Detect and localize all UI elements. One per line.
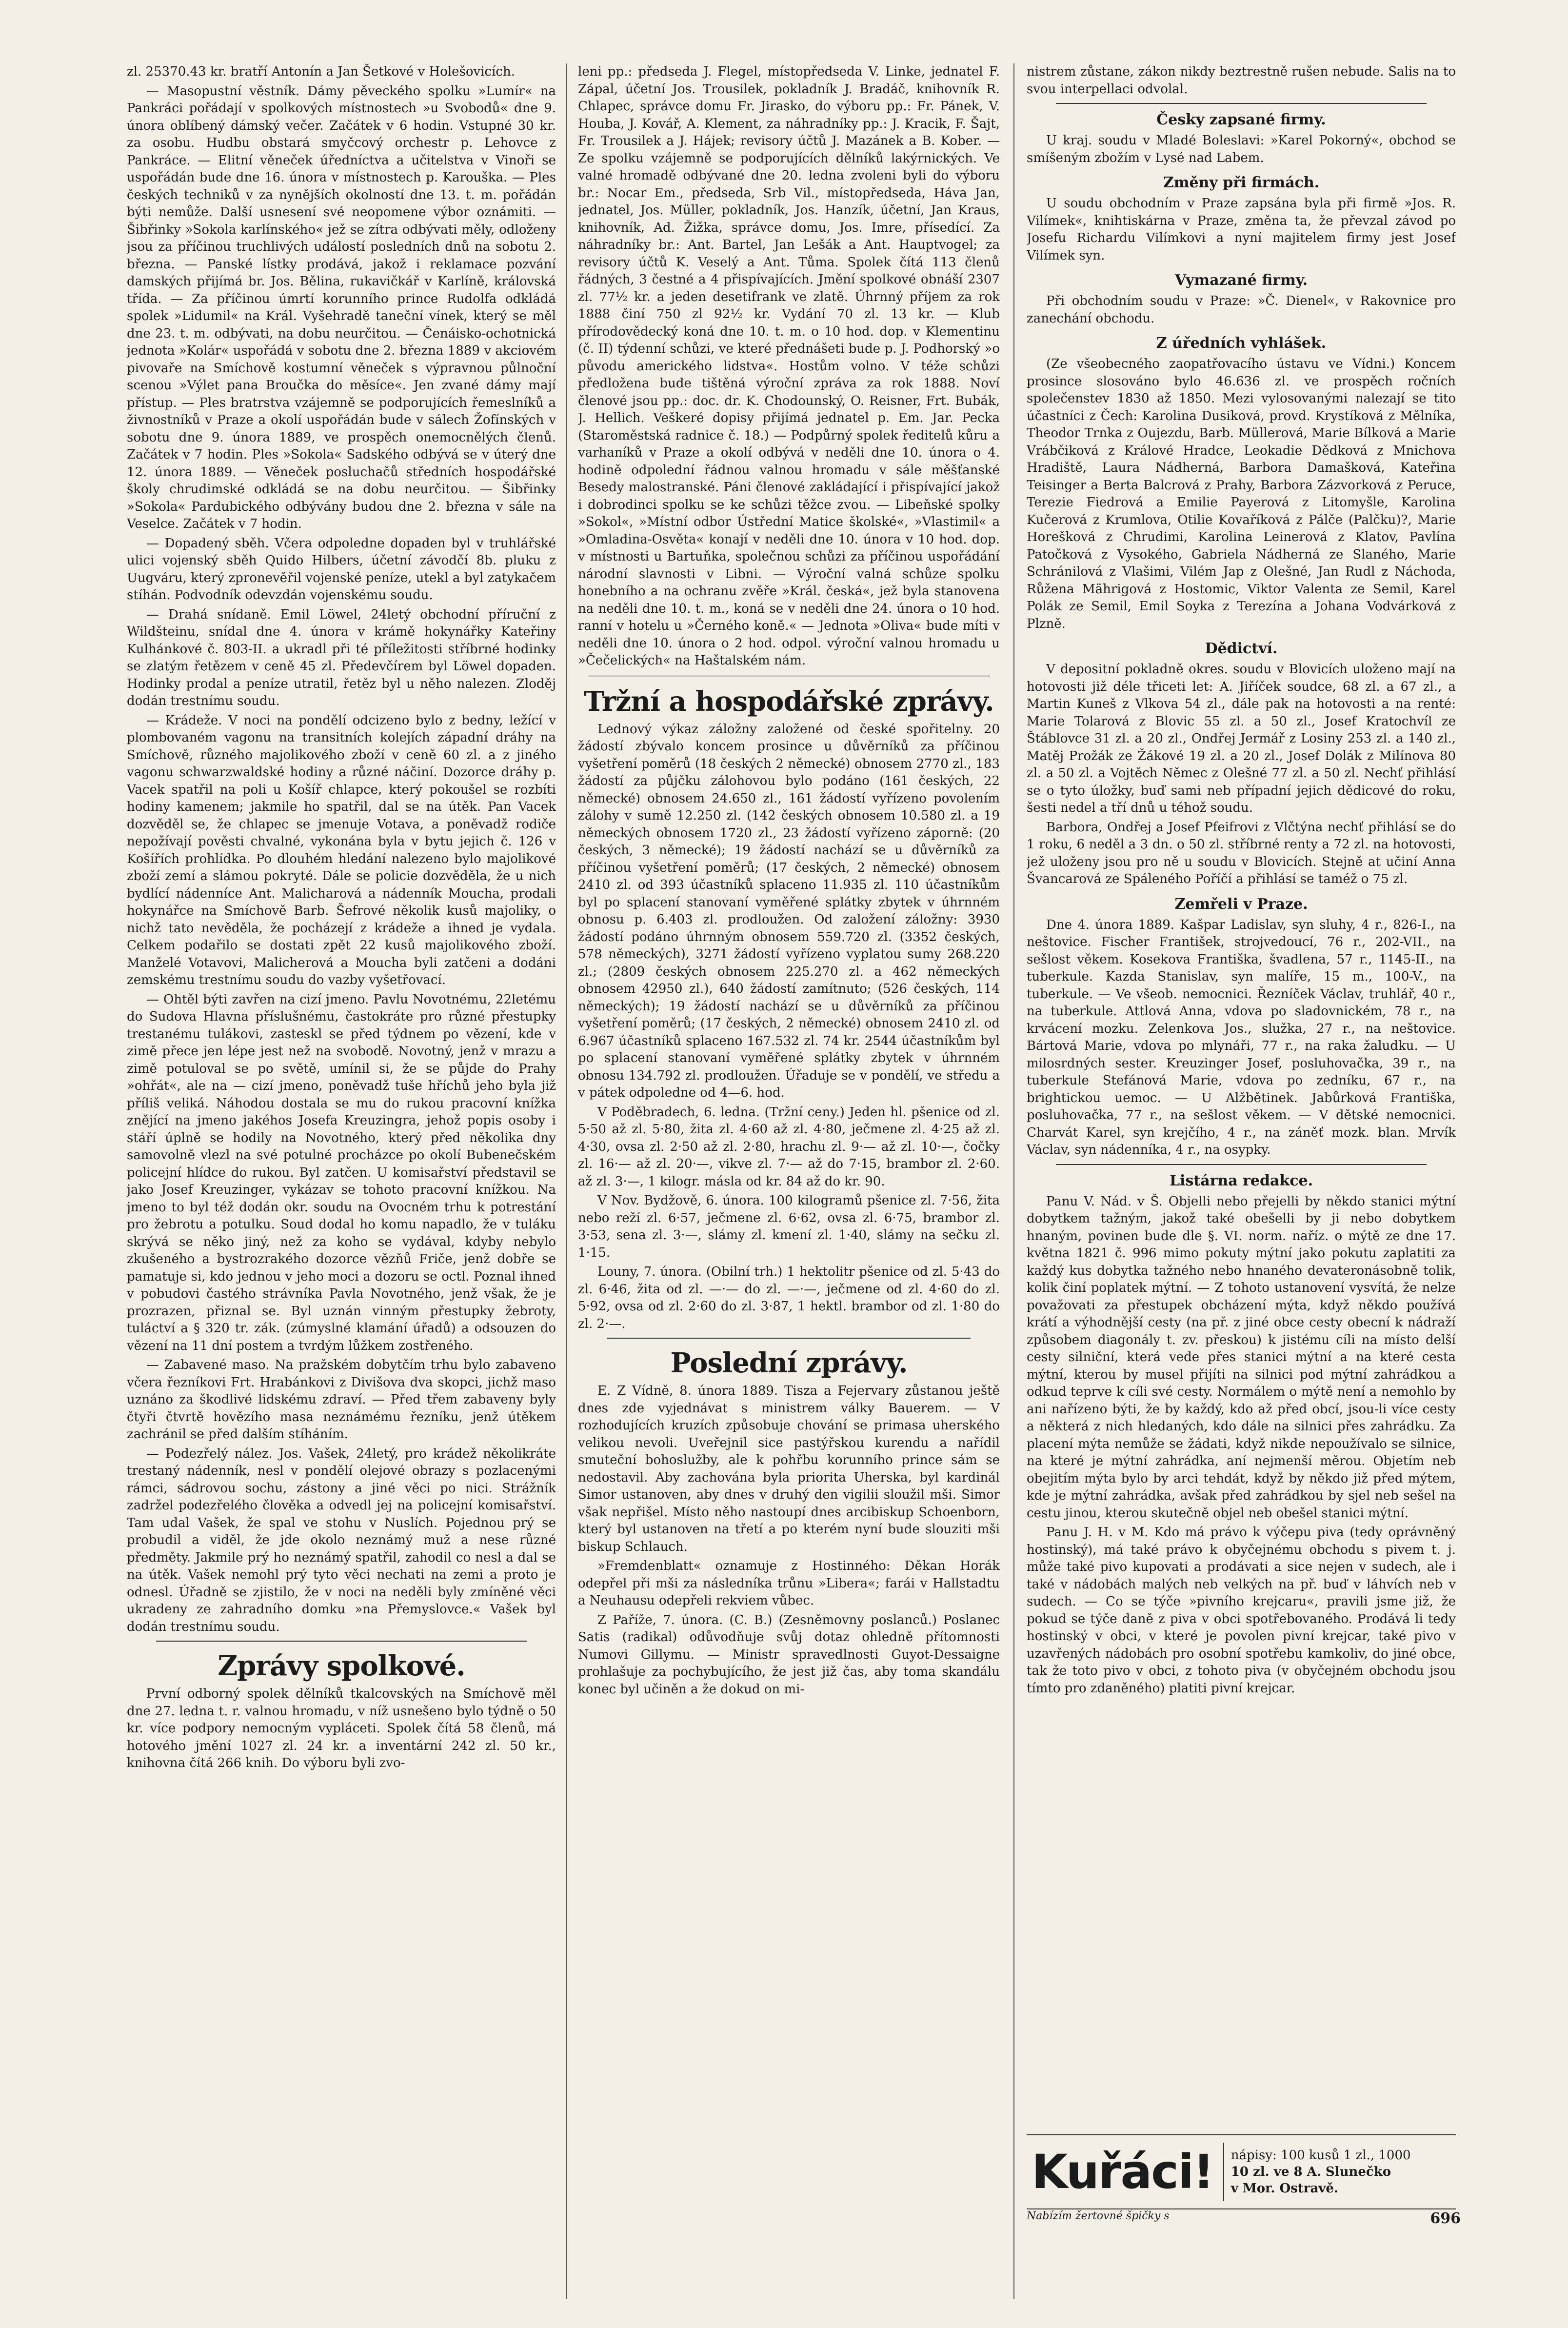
column-1: [127, 63, 556, 2299]
ad-line: 10 zl. ve 8 A. Slunečko: [1231, 2165, 1391, 2179]
article-text: E. Z Vídně, 8. února 1889. Tisza a Fejervary zůstanou ještě dnes zde vyjednávat s ministrem války Bauerem. — V rozhodujících kruzích způsobuje chování se primasa uherského velikou nevoli. Uveřejnil sice pastýřskou kurendu a nařídil smuteční bohoslužby, ale k pohřbu korunního prince sám se nedostavil. Aby zachována byla priorita Uherska, byl kardinál Simor ustanoven, aby dnes v druhý den vigilii sloužil mši. Simor však nepřišel. Místo něho nastoupí dnes arcibiskup Schoenborn, který byl ustanoven na třetí a po kterém nyní bude slouziti mši biskup Schlauch.: [578, 1384, 1000, 1554]
ad-line: v Mor. Ostravě.: [1231, 2181, 1339, 2196]
article-text: Barbora, Ondřej a Josef Pfeifrovi z Vlčtýna nechť přihlásí se do 1 roku, 6 neděl a 3 dn. o 50 zl. stříbrné renty a 72 zl. na hotovosti, jež uloženy jsou pro ně u soudu v Blovicích. Stejně at učiní Anna Švancarová ze Spáleného Poříčí a přihlásí se taméž o 75 zl.: [1027, 820, 1456, 886]
divider: [588, 676, 990, 677]
section-heading: Tržní a hospodářské zprávy.: [584, 685, 994, 718]
article-text: Panu J. H. v M. Kdo má právo k výčepu piva (tedy oprávněný hostinský), má také právo k obyčejnému obchodu s pivem t. j. může také pivo kupovati a prodávati a sice nejen v sudech, ale i také v nádobách malých neb velkých na př. buď v láhvích neb v sudech. — Co se týče »pivního krejcaru«, pravili jsme již, že pokud se týče daně z piva v obci spotřebovaného. Prodává li tedy hostinský v obci, v které je povolen pivní krejcar, také pivo v uzavřených nádobách pro osobní spotřebu kamkoliv, do jiné obce, tak že toto pivo v obci, z tohoto piva (v obyčejném obchodu jsou tímto pro zdaněného) platiti pivní krejcar.: [1027, 1525, 1456, 1696]
article-text: — Masopustní věstník. Dámy pěveckého spolku »Lumír« na Pankráci pořádají v spolkových místnostech »u Svobodů« dne 9. února oblíbený dámský večer. Začátek v 6 hodin. Vstupné 30 kr. za osobu. Hudbu obstará smyčcový orchestr p. Lehovce z Pankráce. — Elitní věneček úředníctva a učitelstva v Vinoři se uspořádán bude dne 16. února v místnostech p. Karouška. — Ples českých techniků v za nynějších okolností dne 13. t. m. pořádán býti nemůže. Další usnesení své neopomene výbor oznámiti. — Šibřinky »Sokola karlínského« jež se zítra odbývati měly, odloženy jsou za příčinou truchlivých událostí posledních dnů na sobotu 2. března. — Panské lístky prodává, jakož i reklamace pozvání damských přijímá br. Jos. Bělina, rukavičkář v Karlíně, královská třída. — Za příčinou úmrtí korunního prince Rudolfa odkládá spolek »Lidumil« na Král. Vyšehradě taneční vínek, který se měl dne 23. t. m. odbývati, na dobu neurčitou. — Čenáisko-ochotnická jednota »Kolár« uspořádá v sobotu dne 2. března 1889 v akciovém pivovaře na Smíchově kostumní věneček s výpravnou půlnoční scenou »Výlet pana Broučka do měsíce«. Jen zvané dámy mají přístup. — Ples bratrstva vzájemně se podporujících řemeslníků a živnostníků v Praze a okolí uspořádán bude v sálech Žofínských v sobotu dne 9. února 1889, ve prospěch onemocnělých členů. Začátek v 7 hodin. Ples »Sokola« Sadského odbývá se v úterý dne 12. února 1889. — Věneček posluchačů středních hospodářské školy chrudimské odkládá se na dobu neurčitou. — Šibřinky »Sokola« Pardubického odbývány budou dne 2. března v sále na Veselce. Začátek v 7 hodin.: [127, 83, 556, 531]
article-text: První odborný spolek dělníků tkalcovských na Smíchově měl dne 27. ledna t. r. valnou hromadu, v níž usnešeno bylo týdně o 50 kr. více podpory nemocným vypláceti. Spolek čítá 58 členů, má hotového jmění 1027 zl. 24 kr. a inventární 242 zl. 50 kr., knihovna čítá 266 knih. Do výboru byli zvo-: [127, 1686, 556, 1770]
column-3: [1027, 63, 1456, 2128]
divider: [1056, 1164, 1427, 1165]
article-text: — Dopadený sběh. Včera odpoledne dopaden byl v truhlářské ulici vojenský sběh Quido Hilbers, účetní závodčí 8b. pluku z Uugváru, který zpronevěřil vojenské peníze, utekl a byl zatykačem stíhán. Podvodník odevzdán vojenskému soudu.: [127, 536, 556, 602]
article-text: — Zabavené maso. Na pražském dobytčím trhu bylo zabaveno včera řezníkovi Frt. Hrabánkovi z Divišova dva skopci, jichž maso uznáno za škodlivé lidskému zdraví. — Před třem zabaveny byly čtyři čtvrtě hovězího masa neznámému řezníku, jenž útěkem zachránil se před dalším stíháním.: [127, 1358, 556, 1442]
article-text: Dne 4. února 1889. Kašpar Ladislav, syn sluhy, 4 r., 826-I., na neštovice. Fischer František, strojvedoucí, 76 r., 202-VII., na sešlost věkem. Kosekova Františka, švadlena, 57 r., 1145-II., na tuberkule. Kazda Stanislav, syn malíře, 15 m., 100-V., na tuberkule. — Ve všeob. nemocnici. Řezníček Václav, truhlář, 40 r., na tuberkule. Attlová Anna, vdova po sladovnickém, 78 r., na krvácení mozku. Zelenkova Jos., služka, 27 r., na neštovice. Bártová Marie, vdova po mlynáři, 77 r., na raka žaludku. — U milosrdných sester. Kreuzinger Josef, posluhovačka, 39 r., na tuberkule Stefánová Marie, vdova po zedníku, 67 r., na brightickou uemoc. — U Alžbětinek. Jabůrková Františka, posluhovačka, 77 r., na sešlost věkem. — V dětské nemocnici. Charvát Karel, syn krejčího, 4 r., na záněť mozk. blan. Mrvík Václav, syn nádenníka, 4 r., na osypky.: [1027, 917, 1456, 1157]
divider: [607, 1338, 971, 1339]
section-heading: Vymazané firmy.: [1174, 272, 1308, 289]
article-text: V Poděbradech, 6. ledna. (Tržní ceny.) Jeden hl. pšenice od zl. 5·50 až zl. 5·80, žita zl. 4·60 až zl. 4·80, ječmene zl. 4·25 až zl. 4·30, ovsa zl. 2·50 až zl. 2·80, hrachu zl. 9·— až zl. 10·—, čočky zl. 16·— až zl. 20·—, vikve zl. 7·— až do 7·15, brambor zl. 2·60. až zl. 3·—, 1 kilogr. másla od kr. 84 až do kr. 90.: [578, 1104, 1000, 1189]
article-text: V Nov. Bydžově, 6. února. 100 kilogramů pšenice zl. 7·56, žita nebo reží zl. 6·57, ječmene zl. 6·62, ovsa zl. 6·75, brambor zl. 3·53, sena zl. 3·—, slámy zl. kmení zl. 1·40, slámy na sečku zl. 1·15.: [578, 1193, 1000, 1260]
ad-text: [1224, 2147, 1411, 2197]
column-2: [578, 63, 1000, 2299]
advertisement: [1027, 2134, 1456, 2209]
section-heading: Poslední zprávy.: [670, 1347, 908, 1379]
article-text: Lednový výkaz záložny založené od české spořitelny. 20 žádostí zbývalo koncem prosince u důvěrníků za příčinou vyšetření poměrů (18 českých 2 německé) obnosem 2770 zl., 183 žádostí za půjčku zálohovou bylo podáno (161 českých, 22 německé) obnosem 24.650 zl., 161 žádostí vyřízeno povolením zálohy v sumě 12.250 zl. (142 českých obnosem 10.580 zl. a 19 německých obnosem 1720 zl., 23 žádostí vyřízeno záporně: (20 českých, 3 německé); 19 žádostí nachází se u důvěrníků za příčinou vyšetření poměrů; (17 českých, 2 německé) obnosem 2410 zl. od 393 účastníků splaceno 11.935 zl. 110 účastníkům byl po splacení stanovaní vyměřené splátky zbytek v úhrnném obnosu p. 6.403 zl. prodloužen. Od založení záložny: 3930 žádostí podáno úhrnným obnosem 559.720 zl. (3352 českých, 578 německých), 3271 žádostí vyřízeno vyplatou sumy 268.220 zl.; (2809 českých obnosem 225.270 zl. a 462 německých obnosem 42950 zl.), 640 žádostí zamítnuto; (526 českých, 114 německých); 19 žádostí nachází se u důvěrníků za příčinou vyšetření poměrů; (17 českých, 2 německé) obnosem 2410 zl. od 6.967 účastníků splaceno 167.532 zl. 74 kr. 2544 účastníkům byl po splacení stanovaní vyměřené splátky zbytek v úhrnném obnosu 134.792 zl. prodloužen. Úřaduje se v pondělí, ve středu a v pátek odpoledne od 4—6. hod.: [578, 722, 1000, 1100]
article-text: — Krádeže. V noci na pondělí odcizeno bylo z bedny, ležící v plombovaném vagonu na transitních kolejích západní dráhy na Smíchově, různého majolikového zboží v ceně 60 zl. a z jiného vagonu schwarzwaldské hodiny a různé náčiní. Dozorce dráhy p. Vacek spatřil na poli u Košíř chlapce, který pokoušel se rozbíti hodiny kamenem; jakmile ho spatřil, dal se na útěk. Pan Vacek dozvěděl se, že chlapec se jmenuje Votava, a poněvadž rodiče nepožívají pověsti chvalné, vykonána byla v bytu jejich č. 126 v Košířích prohlídka. Po dlouhém hledání nalezeno bylo majolikové zboží zemí a slámou pokryté. Dále se policie dozvěděla, že u nich bydlící nádenníce Ant. Malicharová a nádenník Moucha, prodali hokynářce na Smíchově Barb. Šefrové několik kusů majoliky, o nichž tato nevěděla, že pocházejí z krádeže a ihned je vydala. Celkem podařilo se dostati zpět 22 kusů majolikového zboží. Manželé Votavovi, Malicherová a Moucha byli zatčeni a dodáni zemskému trestnímu soudu do vazby vyšetřovací.: [127, 713, 556, 987]
article-text: Při obchodním soudu v Praze: »Č. Dienel«, v Rakovnice pro zanechání obchodu.: [1027, 294, 1456, 326]
article-text: (Ze všeobecného zaopatřovacího ústavu ve Vídni.) Koncem prosince slosováno bylo 46.636 zl. ve prospěch ročních společenstev 1830 až 1850. Mezi vylosovanými nalezají se tito účastníci z Čech: Karolina Dusiková, provd. Krystíková z Mělníka, Theodor Trnka z Oujezdu, Barb. Müllerová, Marie Bílková a Marie Vrábčiková z Králové Hradce, Leokadie Dědková z Mnichova Hradiště, Laura Nádherná, Barbora Damašková, Kateřina Teisinger a Berta Balcrová z Prahy, Barbora Zázvorková z Peruce, Terezie Fiedrová a Emilie Payerová z Litomyšle, Karolina Kučerová z Krumlova, Otilie Kovaříková z Pálče (Palčku)?, Marie Horešková z Chrudimi, Karolina Leinerová z Klatov, Pavlína Patočková z Vysokého, Gabriela Nádherná ze Slaného, Marie Schránilová z Vlašimi, Vilém Jap z Olešné, Jan Rudl z Náchoda, Růžena Mährigová z Hostomic, Viktor Valenta ze Semil, Karel Polák ze Semil, Emil Soyka z Terezína a Johana Vodvárková z Plzně.: [1027, 357, 1456, 631]
article-text: — Ohtěl býti zavřen na cizí jmeno. Pavlu Novotnému, 22letému do Sudova Hlavna příslušnému, častokráte pro různé přestupky trestanému tulákovi, zasteskl se před týdnem po vězení, kde v zimě přece jen lépe jest než na svobodě. Novotný, jenž v mrazu a zimě potuloval se po světě, umínil si, že se půjde do Prahy »ohřát«, ale na — cizí jmeno, poněvadž tuše hříchů jeho byla již příliš veliká. Náhodou dostala se mu do rukou pracovní knížka znějící na jmeno jakéhos Josefa Kreuzingra, jehož popis osoby i stáří úplně se hodily na Novotného, který před několika dny samovolně vlezl na své potulné procházce po okolí Bubenečském policejní hlídce do rukou. Byl zatčen. U komisařství představil se jako Josef Kreuzinger, vykázav se tohoto pracovní knížkou. Na jmeno to byl též dodán okr. soudu na Ovocném trhu k potrestání pro žebrotu a potulku. Soud dodal ho komu napadlo, že v tuláku skrývá se něko jiný, než za koho se vydával, kdyby nebylo zkušeného a bystrozrakého dozorce vězňů Friče, jenž dobře se pamatuje si, kdo jednou v jeho moci a dozoru se octl. Poznal ihned v pobudovi častého strávníka Pavla Novotného, jenž však, že je prozrazen, přiznal se. Byl uznán vinným přestupky žebroty, tuláctví a § 320 tr. zák. (zúmyslné klamání úřadů) a odsouzen do vězení na 11 dní postem a tvrdým lůžkem zostřeného.: [127, 992, 556, 1353]
section-heading: Zprávy spolkové.: [218, 1650, 465, 1682]
ad-footnote: Nabízím žertovné špičky s: [1027, 2210, 1170, 2222]
divider: [156, 1641, 527, 1642]
column-rule: [1013, 63, 1014, 2299]
article-text: — Drahá snídaně. Emil Löwel, 24letý obchodní příruční z Wildšteinu, snídal dne 4. února v krámě hokynářky Kateřiny Kulhánkové č. 803-II. a ukradl při té příležitosti stříbrné hodinky se zlatým řetězem v ceně 45 zl. Předevčírem byl Löwel dopaden. Hodinky prodal a peníze utratil, řetěz byl u něho nalezen. Zloděj dodán trestnímu soudu.: [127, 607, 556, 708]
section-heading: Zemřeli v Praze.: [1174, 895, 1308, 913]
article-text: zl. 25370.43 kr. bratří Antonín a Jan Šetkové v Holešovicích.: [127, 64, 515, 79]
article-text: leni pp.: předseda J. Flegel, místopředseda V. Linke, jednatel F. Zápal, účetní Jos. Trousilek, pokladník J. Bradáč, knihovník R. Chlapec, správce domu Fr. Jirasko, do výboru pp.: Fr. Pánek, V. Houba, J. Kovář, A. Klement, za náhradníky pp.: J. Kracik, F. Šajt, Fr. Trousilek a J. Hájek; revisory účtů J. Mazánek a B. Kober. — Ze spolku vzájemně se podporujících dělníků lakýrnických. Ve valné hromadě odbývané dne 20. ledna zvoleni byli do výboru br.: Nocar Em., předseda, Srb Vil., místopředseda, Háva Jan, jednatel, Jos. Müller, pokladník, Jos. Hanzík, účetní, Jan Kraus, knihovník, Ad. Žižka, správce domu, Jos. Imre, přísedící. Za náhradníky br.: Ant. Bartel, Jan Lešák a Ant. Hauptvogel; za revisory účtů K. Veselý a Ant. Tůma. Spolek čítá 113 členů řádných, 3 čestné a 4 přispívajících. Jmění spolkové obnáší 2307 zl. 77½ kr. a jeden desetifrank ve zlatě. Úhrnný příjem za rok 1888 činí 750 zl 92½ kr. Vydání 70 zl. 13 kr. — Klub přírodovědecký koná dne 10. t. m. o 10 hod. dop. v Klementinu (č. II) týdenní schůzi, ve které přednášeti bude p. J. Podhorský »o původu amerického lidstva«. Hostům volno. V téže schůzi předložena bude tištěná výroční zpráva za rok 1888. Noví členové jsou pp.: doc. dr. K. Chodounský, O. Reisner, Frt. Bubák, J. Hellich. Veškeré dopisy přijímá jednatel p. Em. Jar. Pecka (Staroměstská radnice č. 18.) — Podpůrný spolek ředitelů kůru a varhaníků v Praze a okolí odbývá v neděli dne 10. února o 4. hodině odpolední řádnou valnou hromadu v sále měšťanské Besedy malostranské. Páni členové zakládající i přispívající jakož i dobrodinci spolku se ke schůzi těžce zvou. — Libeňské spolky »Sokol«, »Místní odbor Ústřední Matice školské«, »Vlastimil« a »Omladina-Osvěta« konají v neděli dne 10. února v 10 hod. dop. v místnosti u Bartuňka, společnou schůzi za příčinou uspořádání národní slavnosti v Libni. — Výroční valná schůze spolku honebního a na ochranu zvěře »Král. česká«, jež byla stanovena na neděli dne 10. t. m., koná se v neděli dne 24. února o 10 hod. ranní v hotelu u »Černého koně.« — Jednota »Oliva« bude míti v neděli dne 10. února o 2 hod. odpol. výroční valnou hromadu u »Čečelických« na Haštalském nám.: [578, 64, 1000, 668]
section-heading: Dědictví.: [1205, 640, 1278, 657]
page-number: 696: [1430, 2210, 1461, 2227]
ad-line: nápisy: 100 kusů 1 zl., 1000: [1231, 2148, 1411, 2163]
article-text: U soudu obchodním v Praze zapsána byla při firmě »Jos. R. Vilímek«, knihtiskárna v Praze, změna ta, že převzal závod po Josefu Richardu Vilímkovi a nyní majitelem firmy jest Josef Vilímek syn.: [1027, 196, 1456, 263]
article-text: »Fremdenblatt« oznamuje z Hostinného: Děkan Horák odepřel při mši za následníka trůnu »Libera«; farái v Hallstadtu a Neuhausu odepřeli rekviem vůbec.: [578, 1559, 1000, 1608]
ad-headline: Kuřáci!: [1027, 2143, 1224, 2201]
article-text: Z Paříže, 7. února. (C. B.) (Zesněmovny poslanců.) Poslanec Satis (radikal) odůvodňuje svůj dotaz ohledně přítomnosti Numovi Gillymu. — Ministr spravedlnosti Guyot-Dessaigne prohlašuje za pochybujícího, že jest již čas, aby toma skandálu konec byl učiněn a že dokud on mi-: [578, 1612, 1000, 1697]
divider: [1056, 103, 1427, 104]
column-rule: [566, 63, 567, 2299]
article-text: — Podezřelý nález. Jos. Vašek, 24letý, pro krádež několikráte trestaný nádenník, nesl v pondělí olejové obrazy s pozlacenými rámci, sádrovou sochu, zástony a jiné věci po nici. Strážník zadržel podezřelého člověka a odvedl jej na policejní komisařství. Tam udal Vašek, že spal ve stohu v Nuslích. Pojednou prý se probudil a viděl, že jde okolo neznámý muž a nese různé předměty. Jakmile prý ho neznámý spatřil, zahodil co nesl a dal se na útěk. Vašek nemohl prý tyto věci nechati na zemi a proto je odnesl. Úřadně se zjistilo, že v noci na neděli byly zmíněné věci ukradeny ze zahradního domku »na Přemyslovce.« Vašek byl dodán trestnímu soudu.: [127, 1446, 556, 1634]
article-text: Louny, 7. února. (Obilní trh.) 1 hektolitr pšenice od zl. 5·43 do zl. 6·46, žita od zl. —·— do zl. —·—, ječmene od zl. 4·60 do zl. 5·92, ovsa od zl. 2·60 do zl. 3·87, 1 hektl. brambor od zl. 1·80 do zl. 2·—.: [578, 1264, 1000, 1331]
section-heading: Z úředních vyhlášek.: [1156, 335, 1327, 352]
section-heading: Česky zapsané firmy.: [1156, 111, 1326, 128]
article-text: V depositní pokladně okres. soudu v Blovicích uloženo mají na hotovosti již déle třiceti let: A. Jiříček soudce, 68 zl. a 67 zl., a Martin Kuneš z Vlkova 54 zl., dále pak na hotovosti a na renté: Marie Tolarová z Blovic 55 zl. a 50 zl., Josef Kratochvíl ze Štáblovce 31 zl. a 20 zl., Ondřej Jermář z Losiny 253 zl. a 140 zl., Matěj Prožák ze Žákové 19 zl. a 20 zl., Josef Dolák z Milínova 80 zl. a 50 zl. a Vojtěch Němec z Olešné 77 zl. a 50 zl. Nechť přihlásí se o tyto úložky, buď sami neb případní jejich dědicové do roku, šesti nedel a tří dnů u téhož soudu.: [1027, 662, 1456, 815]
section-heading: Změny při firmách.: [1163, 174, 1320, 191]
article-text: Panu V. Nád. v Š. Objelli nebo přejelli by někdo stanici mýtní dobytkem tažným, jakož také obešelli by ji nebo dobytkem hnaným, povinen bude dle §. VI. norm. naříz. o mýtě ze dne 17. května 1821 č. 996 mimo pokuty mýtní jako pokutu zaplatiti za každý kus dobytka tažného nebo hnaného devateronásobně tolik, kolik činí poplatek mýtní. — Z tohoto ustanovení vysvítá, že nelze považovati za přestupek obcházení mýta, když někdo používá krátí a výhodnější cesty (na př. z jiné obce cesty obecní k nádraží způsobem diagonály t. zv. přeskou) k jistému cíli na místo delší cesty silniční, která vede přes stanici mýtní a na které cesta mýtní, kterou by musel přijíti na silnici pod mýtní zahrádkou a odkud teprve k cíli své cesty. Normálem o mýtě není a nemohlo by ani nařízeno býti, že by každý, kdo až před obcí, jsou-li více cesty a některá z nich hledaných, kdo dále na silnici přes zahrádku. Za placení mýta nemůže se žádati, když nikde nepoužívalo se silnice, na které je mýtní zahrádka, aní nejmenší měrou. Objetím neb obejitím mýta bylo by arci tehdát, když by někdo již před mýtem, kde je mýtní zahrádka, avšak před zahrádkou by sjel neb sešel na cestu jinou, kterou skutečně objel neb obešel stanici mýtní.: [1027, 1194, 1456, 1521]
article-text: nistrem zůstane, zákon nikdy beztrestně rušen nebude. Salis na to svou interpellaci odvolal.: [1027, 64, 1456, 97]
section-heading: Listárna redakce.: [1169, 1172, 1313, 1189]
article-text: U kraj. soudu v Mladé Boleslavi: »Karel Pokorný«, obchod se smíšeným zbožím v Lysé nad Labem.: [1027, 133, 1456, 165]
